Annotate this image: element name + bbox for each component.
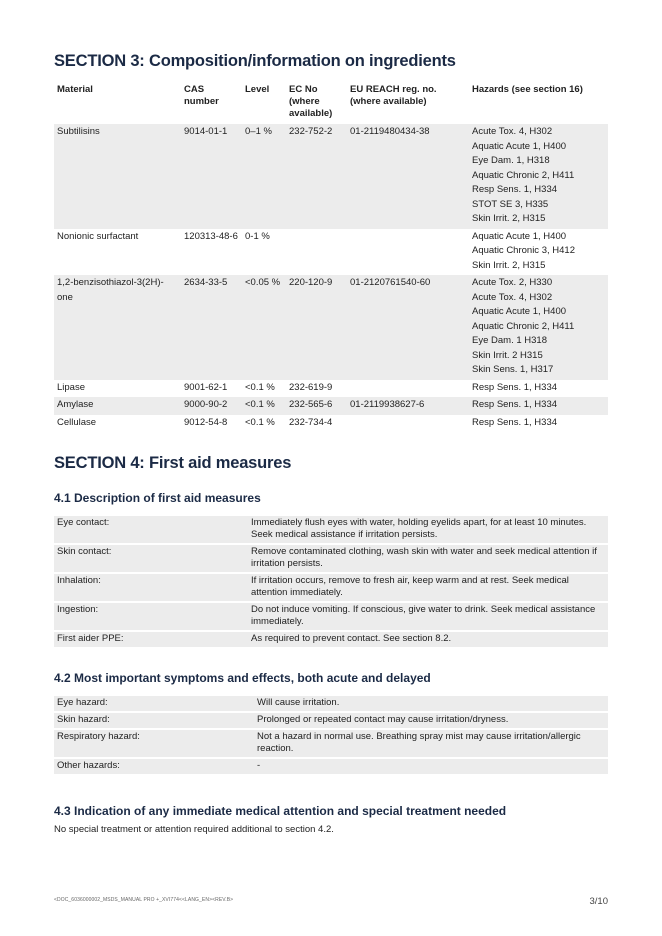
hazard-statement: Aquatic Acute 1, H400 xyxy=(472,140,567,152)
row-label: Inhalation: xyxy=(54,574,248,601)
section-4-heading: SECTION 4: First aid measures xyxy=(54,454,292,472)
row-value: Will cause irritation. xyxy=(254,696,608,711)
composition-table xyxy=(54,81,608,432)
row-value: Not a hazard in normal use. Breathing spray mist may cause irritation/allergic reaction. xyxy=(254,730,608,757)
hazard-statement: Aquatic Chronic 2, H411 xyxy=(472,169,575,181)
cell-ec: 232-734-4 xyxy=(289,416,333,428)
cell-reach xyxy=(347,415,469,433)
hazard-statement: Aquatic Acute 1, H400 xyxy=(472,306,567,317)
row-label: Skin hazard: xyxy=(54,713,254,728)
symptoms-table-body xyxy=(54,696,608,774)
table-row xyxy=(54,397,608,415)
hazard-statement: Aquatic Chronic 2, H411 xyxy=(472,320,575,332)
header-ec: EC No (where available) xyxy=(289,84,333,119)
section-3-heading: SECTION 3: Composition/information on ingredients xyxy=(54,52,456,70)
cell-level: 0–1 % xyxy=(242,124,286,229)
cell-hazards xyxy=(469,415,608,433)
table-row xyxy=(54,545,608,572)
cell-reach xyxy=(347,380,469,398)
cell-cas: 9001-62-1 xyxy=(184,381,228,393)
row-label: Respiratory hazard: xyxy=(54,730,254,757)
first-aid-table xyxy=(54,516,608,647)
hazard-statement: Aquatic Acute 1, H400 xyxy=(472,230,567,242)
header-cas: CAS number xyxy=(184,84,219,107)
row-label: Ingestion: xyxy=(54,603,248,630)
table-row xyxy=(54,574,608,601)
hazard-statement: Eye Dam. 1, H318 xyxy=(472,155,550,166)
table-row xyxy=(54,124,608,229)
cell-cas: 9014-01-1 xyxy=(181,124,242,229)
cell-level: <0.1 % xyxy=(245,416,275,428)
hazard-statement: Resp Sens. 1, H334 xyxy=(472,381,558,393)
row-value: Do not induce vomiting. If conscious, give water to drink. Seek medical assistance immediately. xyxy=(248,603,608,630)
cell-material: Cellulase xyxy=(57,416,97,428)
table-row xyxy=(54,516,608,543)
cell-ec: 232-565-6 xyxy=(286,397,347,415)
table-row xyxy=(54,759,608,774)
table-header-row xyxy=(54,81,608,124)
cell-hazards xyxy=(469,124,608,229)
header-hazards: Hazards (see section 16) xyxy=(472,84,583,95)
cell-material: Lipase xyxy=(57,381,85,393)
hazard-statement: Aquatic Chronic 3, H412 xyxy=(472,245,575,256)
row-value: Immediately flush eyes with water, holding eyelids apart, for at least 10 minutes. Seek medical assistance if irritation persists. xyxy=(248,516,608,543)
header-level: Level xyxy=(245,84,270,95)
row-value: If irritation occurs, remove to fresh air, keep warm and at rest. Seek medical attention immediately. xyxy=(248,574,608,601)
table-row xyxy=(54,632,608,647)
header-reach: EU REACH reg. no. (where available) xyxy=(350,84,437,107)
cell-level: <0.05 % xyxy=(242,275,286,380)
table-row xyxy=(54,713,608,728)
cell-reach: 01-2120761540-60 xyxy=(347,275,469,380)
hazard-statement: Acute Tox. 4, H302 xyxy=(472,291,553,303)
hazard-statement: Resp Sens. 1, H334 xyxy=(472,399,558,410)
row-value: - xyxy=(254,759,608,774)
row-value: As required to prevent contact. See section 8.2. xyxy=(248,632,608,647)
hazard-statement: Skin Irrit. 2, H315 xyxy=(472,213,546,224)
footer-doc-id: <DOC_6036000002_MSDS_MANUAL PRO +_XVI774<<LANG_EN><REV.B> xyxy=(54,897,234,903)
table-row xyxy=(54,275,608,380)
table-row xyxy=(54,730,608,757)
cell-material: Subtilisins xyxy=(54,124,181,229)
document-page xyxy=(54,50,608,836)
table-row xyxy=(54,603,608,630)
row-value: Remove contaminated clothing, wash skin with water and seek medical attention if irritation persists. xyxy=(248,545,608,572)
first-aid-table-body xyxy=(54,516,608,647)
cell-ec: 220-120-9 xyxy=(286,275,347,380)
cell-hazards xyxy=(469,397,608,415)
row-label: Eye contact: xyxy=(54,516,248,543)
hazard-statement: Acute Tox. 4, H302 xyxy=(472,126,553,137)
table-row xyxy=(54,696,608,711)
cell-reach xyxy=(347,229,469,276)
cell-cas: 120313-48-6 xyxy=(184,230,238,242)
cell-cas: 9012-54-8 xyxy=(184,416,228,428)
subsection-4-2-heading: 4.2 Most important symptoms and effects, both acute and delayed xyxy=(54,671,431,685)
hazard-statement: Acute Tox. 2, H330 xyxy=(472,277,553,288)
table-row xyxy=(54,415,608,433)
subsection-4-3-text: No special treatment or attention required additional to section 4.2. xyxy=(54,824,334,835)
hazard-statement: Resp Sens. 1, H334 xyxy=(472,184,558,195)
cell-ec xyxy=(286,229,347,276)
row-label: Skin contact: xyxy=(54,545,248,572)
hazard-statement: Skin Sens. 1, H317 xyxy=(472,364,554,375)
row-label: Eye hazard: xyxy=(54,696,254,711)
row-label: Other hazards: xyxy=(54,759,254,774)
hazard-statement: STOT SE 3, H335 xyxy=(472,198,549,210)
subsection-4-1-heading: 4.1 Description of first aid measures xyxy=(54,491,261,505)
row-label: First aider PPE: xyxy=(54,632,248,647)
cell-cas: 9000-90-2 xyxy=(181,397,242,415)
row-value: Prolonged or repeated contact may cause irritation/dryness. xyxy=(254,713,608,728)
composition-table-body xyxy=(54,124,608,432)
cell-hazards xyxy=(469,380,608,398)
cell-ec: 232-752-2 xyxy=(286,124,347,229)
hazard-statement: Skin Irrit. 2, H315 xyxy=(472,259,546,271)
cell-material: Amylase xyxy=(54,397,181,415)
subsection-4-3-heading: 4.3 Indication of any immediate medical attention and special treatment needed xyxy=(54,804,507,818)
hazard-statement: Resp Sens. 1, H334 xyxy=(472,416,558,428)
symptoms-table xyxy=(54,696,608,774)
cell-level: <0.1 % xyxy=(245,381,275,393)
cell-hazards xyxy=(469,229,608,276)
cell-cas: 2634-33-5 xyxy=(181,275,242,380)
cell-material: Nonionic surfactant xyxy=(57,230,139,242)
cell-hazards xyxy=(469,275,608,380)
table-row xyxy=(54,380,608,398)
cell-level: 0-1 % xyxy=(245,230,270,242)
hazard-statement: Skin Irrit. 2 H315 xyxy=(472,349,543,361)
cell-reach: 01-2119480434-38 xyxy=(347,124,469,229)
footer-page-number: 3/10 xyxy=(589,896,608,907)
cell-reach: 01-2119938627-6 xyxy=(347,397,469,415)
header-material: Material xyxy=(57,84,93,95)
table-row xyxy=(54,229,608,276)
hazard-statement: Eye Dam. 1 H318 xyxy=(472,335,547,346)
cell-level: <0.1 % xyxy=(242,397,286,415)
cell-material: 1,2-benzisothiazol-3(2H)-one xyxy=(54,275,181,380)
cell-ec: 232-619-9 xyxy=(289,381,333,393)
